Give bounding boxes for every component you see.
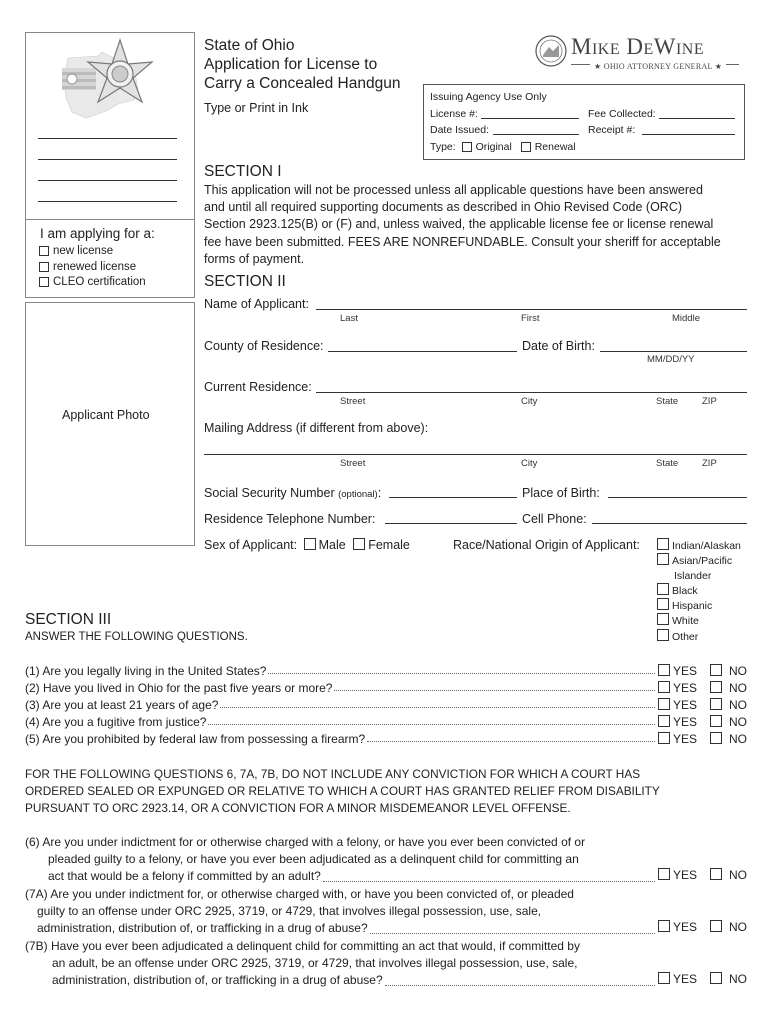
no-checkbox-icon[interactable] bbox=[710, 681, 722, 693]
checkbox-icon[interactable] bbox=[304, 538, 316, 550]
dot-leader bbox=[208, 715, 655, 725]
mailing-state-caption: State bbox=[656, 458, 679, 469]
badge-line-3[interactable] bbox=[38, 180, 177, 181]
current-residence-label: Current Residence: bbox=[204, 380, 312, 394]
ohio-sheriff-badge-icon bbox=[58, 38, 156, 130]
agency-date-label: Date Issued: bbox=[430, 124, 489, 136]
dot-leader bbox=[268, 664, 655, 674]
conviction-notice: FOR THE FOLLOWING QUESTIONS 6, 7A, 7B, DO NOT INCLUDE ANY CONVICTION FOR WHICH A COURT HAS ORDERED SEALED OR EXPUNGED OR RELATIVE TO WHICH A COURT HAS GRANTED RELIEF FROM DISABILITY PURSUANT TO ORC 2923.14, OR A CONVICTION FOR A MINOR MISDEMEANOR LEVEL OFFENSE. bbox=[25, 767, 660, 816]
race-label: Race/National Origin of Applicant: bbox=[453, 538, 640, 552]
attorney-general-name: Mike DeWine bbox=[571, 34, 705, 59]
yes-checkbox-icon[interactable] bbox=[658, 732, 670, 744]
answer-q7b: YES NO bbox=[658, 972, 747, 986]
current-street-caption: Street bbox=[340, 396, 366, 407]
cell-phone-field[interactable] bbox=[592, 523, 747, 524]
agency-license-field[interactable] bbox=[481, 118, 579, 119]
checkbox-icon[interactable] bbox=[657, 613, 669, 625]
answer-q7a: YES NO bbox=[658, 920, 747, 934]
no-checkbox-icon[interactable] bbox=[710, 715, 722, 727]
question-7b-last-line: administration, distribution of, or trafficking in a drug of abuse? bbox=[25, 972, 655, 989]
no-checkbox-icon[interactable] bbox=[710, 868, 722, 880]
applicant-name-field[interactable] bbox=[316, 309, 747, 310]
county-label: County of Residence: bbox=[204, 339, 324, 353]
form-subtitle: Type or Print in Ink bbox=[204, 101, 309, 115]
race-options bbox=[657, 538, 741, 644]
yes-checkbox-icon[interactable] bbox=[658, 698, 670, 710]
dob-format-caption: MM/DD/YY bbox=[647, 354, 695, 365]
mailing-address-field[interactable] bbox=[204, 454, 747, 455]
attorney-general-seal-icon bbox=[535, 35, 567, 67]
applying-option-cleo[interactable]: CLEO certification bbox=[39, 276, 146, 288]
applicant-photo-label: Applicant Photo bbox=[62, 408, 150, 422]
question-6: (6) Are you under indictment for or otherwise charged with a felony, or have you ever been convicted of or pleaded guilty to a felony, or have you ever been adjudicated as a delinquent child for committing an act that would be a felony if committed by an adult? bbox=[25, 834, 655, 886]
race-option[interactable]: Other bbox=[657, 629, 741, 644]
place-of-birth-label: Place of Birth: bbox=[522, 486, 600, 500]
sex-row: Sex of Applicant: Male Female bbox=[204, 538, 410, 552]
question-7a-last-line: administration, distribution of, or trafficking in a drug of abuse? bbox=[25, 920, 655, 937]
section-1-heading: SECTION I bbox=[204, 163, 282, 180]
name-first-caption: First bbox=[521, 313, 540, 324]
section-3-heading: SECTION III bbox=[25, 611, 112, 628]
no-checkbox-icon[interactable] bbox=[710, 664, 722, 676]
checkbox-icon[interactable] bbox=[39, 262, 49, 272]
answer-q5: YES NO bbox=[658, 732, 747, 746]
agency-title: Issuing Agency Use Only bbox=[430, 91, 547, 103]
question-row: (3) Are you at least 21 years of age? bbox=[25, 698, 655, 712]
applying-divider bbox=[25, 219, 194, 220]
current-zip-caption: ZIP bbox=[702, 396, 717, 407]
yes-checkbox-icon[interactable] bbox=[658, 715, 670, 727]
section-1-text: This application will not be processed unless all applicable questions have been answered and until all required supporting documents as described in Ohio Revised Code (ORC) Section 2923.125(B) or (F) and, unless waived, the applicable license fee or license renewal fee have been submitted. FEES ARE NONREFUNDABLE. Consult your sheriff for acceptable forms of payment. bbox=[204, 183, 721, 266]
current-city-caption: City bbox=[521, 396, 538, 407]
agency-receipt-field[interactable] bbox=[642, 134, 735, 135]
applying-title: I am applying for a: bbox=[40, 226, 155, 241]
agency-fee-label: Fee Collected: bbox=[588, 108, 656, 120]
ssn-field[interactable] bbox=[389, 497, 517, 498]
cell-phone-label: Cell Phone: bbox=[522, 512, 587, 526]
question-7a: (7A) Are you under indictment for, or otherwise charged with, or have you been convicted of, or pleaded guilty to an offense under ORC 2925, 3719, or 4729, that involves illegal possession, use, sale, administration, distribution of, or trafficking in a drug of abuse? bbox=[25, 886, 655, 938]
race-option-continued: Islander bbox=[674, 569, 712, 582]
attorney-general-title: ★ OHIO ATTORNEY GENERAL ★ bbox=[590, 62, 726, 71]
agency-type-row: Type: Original Renewal bbox=[430, 141, 576, 153]
question-row: (5) Are you prohibited by federal law from possessing a firearm? bbox=[25, 732, 655, 746]
mailing-zip-caption: ZIP bbox=[702, 458, 717, 469]
answer-q6: YES NO bbox=[658, 868, 747, 882]
race-option[interactable]: Asian/Pacific bbox=[657, 553, 741, 568]
answer-q2: YES NO bbox=[658, 681, 747, 695]
yes-checkbox-icon[interactable] bbox=[658, 868, 670, 880]
county-field[interactable] bbox=[328, 351, 517, 352]
dot-leader bbox=[385, 972, 655, 985]
dot-leader bbox=[370, 920, 655, 933]
checkbox-icon[interactable] bbox=[521, 142, 531, 152]
current-residence-field[interactable] bbox=[316, 392, 747, 393]
badge-line-2[interactable] bbox=[38, 159, 177, 160]
mailing-city-caption: City bbox=[521, 458, 538, 469]
agency-fee-field[interactable] bbox=[659, 118, 735, 119]
mailing-address-label: Mailing Address (if different from above): bbox=[204, 421, 429, 435]
current-state-caption: State bbox=[656, 396, 679, 407]
no-checkbox-icon[interactable] bbox=[710, 920, 722, 932]
checkbox-icon[interactable] bbox=[657, 538, 669, 550]
race-option[interactable]: Indian/Alaskan bbox=[657, 538, 741, 553]
agency-license-label: License #: bbox=[430, 108, 478, 120]
yes-checkbox-icon[interactable] bbox=[658, 920, 670, 932]
dot-leader bbox=[334, 681, 655, 691]
no-checkbox-icon[interactable] bbox=[710, 698, 722, 710]
section-2-heading: SECTION II bbox=[204, 273, 286, 290]
no-checkbox-icon[interactable] bbox=[710, 732, 722, 744]
badge-line-4[interactable] bbox=[38, 201, 177, 202]
checkbox-icon[interactable] bbox=[39, 277, 49, 287]
question-7b: (7B) Have you ever been adjudicated a delinquent child for committing an act that would, if committed by an adult, be an offense under ORC 2925, 3719, or 4729, that involves illegal possession, use, sale, administration, distribution of, or trafficking in a drug of abuse? bbox=[25, 938, 655, 990]
badge-line-1[interactable] bbox=[38, 138, 177, 139]
dob-label: Date of Birth: bbox=[522, 339, 595, 353]
checkbox-icon[interactable] bbox=[462, 142, 472, 152]
question-row: (2) Have you lived in Ohio for the past five years or more? bbox=[25, 681, 655, 695]
mailing-street-caption: Street bbox=[340, 458, 366, 469]
applicant-name-label: Name of Applicant: bbox=[204, 297, 309, 311]
answer-q4: YES NO bbox=[658, 715, 747, 729]
dot-leader bbox=[323, 868, 655, 881]
no-checkbox-icon[interactable] bbox=[710, 972, 722, 984]
question-row: (1) Are you legally living in the United States? bbox=[25, 664, 655, 678]
yes-checkbox-icon[interactable] bbox=[658, 681, 670, 693]
applying-option-renewed[interactable]: renewed license bbox=[39, 261, 136, 273]
name-last-caption: Last bbox=[340, 313, 358, 324]
section-3-subheading: ANSWER THE FOLLOWING QUESTIONS. bbox=[25, 631, 248, 643]
dot-leader bbox=[220, 698, 655, 708]
agency-date-field[interactable] bbox=[493, 134, 579, 135]
residence-phone-field[interactable] bbox=[385, 523, 517, 524]
applying-option-new[interactable]: new license bbox=[39, 245, 113, 257]
dob-field[interactable] bbox=[600, 351, 747, 352]
ssn-label: Social Security Number (optional): bbox=[204, 486, 382, 500]
yes-checkbox-icon[interactable] bbox=[658, 972, 670, 984]
question-row: (4) Are you a fugitive from justice? bbox=[25, 715, 655, 729]
applicant-photo-box[interactable] bbox=[25, 302, 195, 546]
question-6-last-line: act that would be a felony if committed by an adult? bbox=[25, 868, 655, 885]
checkbox-icon[interactable] bbox=[657, 598, 669, 610]
checkbox-icon[interactable] bbox=[353, 538, 365, 550]
residence-phone-label: Residence Telephone Number: bbox=[204, 512, 376, 526]
checkbox-icon[interactable] bbox=[657, 583, 669, 595]
checkbox-icon[interactable] bbox=[657, 553, 669, 565]
name-middle-caption: Middle bbox=[672, 313, 700, 324]
race-option[interactable]: White bbox=[657, 613, 741, 628]
dot-leader bbox=[367, 732, 655, 742]
yes-checkbox-icon[interactable] bbox=[658, 664, 670, 676]
form-title: State of Ohio Application for License to Carry a Concealed Handgun bbox=[204, 37, 401, 92]
race-option[interactable]: Hispanic bbox=[657, 598, 741, 613]
answer-q1: YES NO bbox=[658, 664, 747, 678]
agency-receipt-label: Receipt #: bbox=[588, 124, 636, 136]
race-option[interactable]: Black bbox=[657, 583, 741, 598]
place-of-birth-field[interactable] bbox=[608, 497, 747, 498]
checkbox-icon[interactable] bbox=[657, 629, 669, 641]
checkbox-icon[interactable] bbox=[39, 246, 49, 256]
answer-q3: YES NO bbox=[658, 698, 747, 712]
